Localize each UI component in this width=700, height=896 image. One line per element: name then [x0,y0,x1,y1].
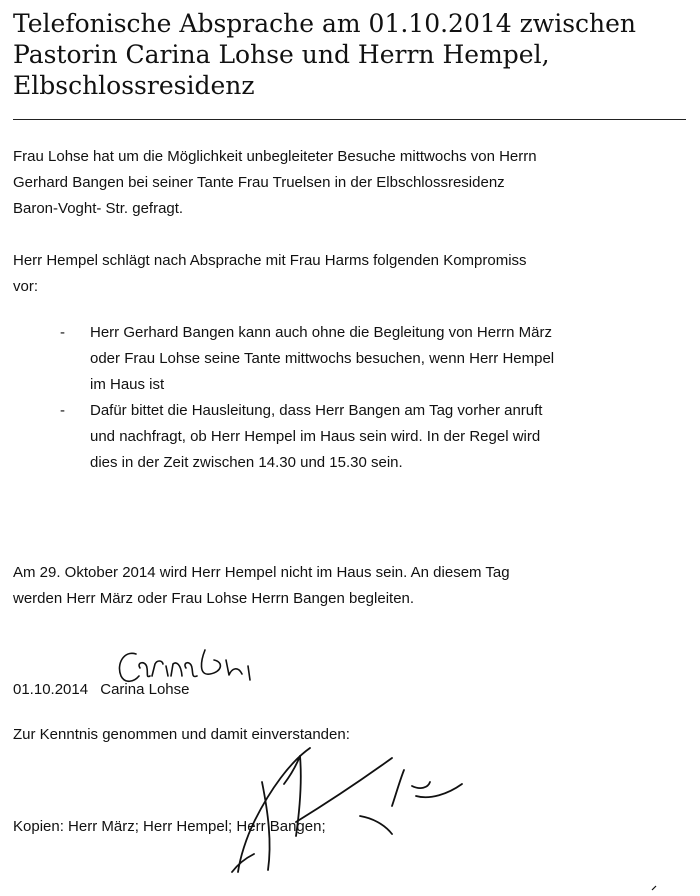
proposal-line-1: Herr Hempel schlägt nach Absprache mit Frau Harms folgenden Kompromiss [13,252,527,269]
bullet-1-line-3: im Haus ist [90,376,165,393]
request-line-1: Frau Lohse hat um die Möglichkeit unbegleiteter Besuche mittwochs von Herrn [13,148,537,165]
bullet-1-line-1: Herr Gerhard Bangen kann auch ohne die Begleitung von Herrn März [90,324,552,341]
list-item [60,320,690,398]
bullet-dash: - [60,324,65,341]
acknowledgement-line: Zur Kenntnis genommen und damit einverstanden: [13,726,350,743]
paragraph-request [13,144,693,222]
bullet-1-line-2: oder Frau Lohse seine Tante mittwochs besuchen, wenn Herr Hempel [90,350,555,367]
exception-line-2: werden Herr März oder Frau Lohse Herrn Bangen begleiten. [13,590,415,607]
paragraph-acknowledgement [13,722,693,748]
paragraph-exception [13,560,693,612]
bullet-2-line-3: dies in der Zeit zwischen 14.30 und 15.30 sein. [90,454,403,471]
title-line-2: Pastorin Carina Lohse und Herrn Hempel, [13,40,550,69]
paragraph-proposal [13,248,693,300]
signature-line [13,678,189,702]
document-title [13,8,693,101]
request-line-2: Gerhard Bangen bei seiner Tante Frau Truelsen in der Elbschlossresidenz [13,174,505,191]
edge-mark [652,886,656,890]
list-item [60,398,690,476]
title-line-3: Elbschlossresidenz [13,71,255,100]
title-divider [13,119,686,120]
title-line-1: Telefonische Absprache am 01.10.2014 zwischen [13,9,637,38]
compromise-list [60,320,690,476]
bullet-2-line-2: und nachfragt, ob Herr Hempel im Haus sein wird. In der Regel wird [90,428,541,445]
proposal-line-2: vor: [13,278,39,295]
carina-signature-mark [119,650,250,681]
bullet-2-line-1: Dafür bittet die Hausleitung, dass Herr Bangen am Tag vorher anruft [90,402,543,419]
paragraph-copies [13,814,693,840]
signature-name: Carina Lohse [100,681,190,698]
copies-line: Kopien: Herr März; Herr Hempel; Herr Bangen; [13,818,326,835]
signature-date: 01.10.2014 [13,681,89,698]
hempel-signature-mark [232,748,462,872]
bullet-dash: - [60,402,65,419]
request-line-3: Baron-Voght- Str. gefragt. [13,200,184,217]
exception-line-1: Am 29. Oktober 2014 wird Herr Hempel nicht im Haus sein. An diesem Tag [13,564,510,581]
